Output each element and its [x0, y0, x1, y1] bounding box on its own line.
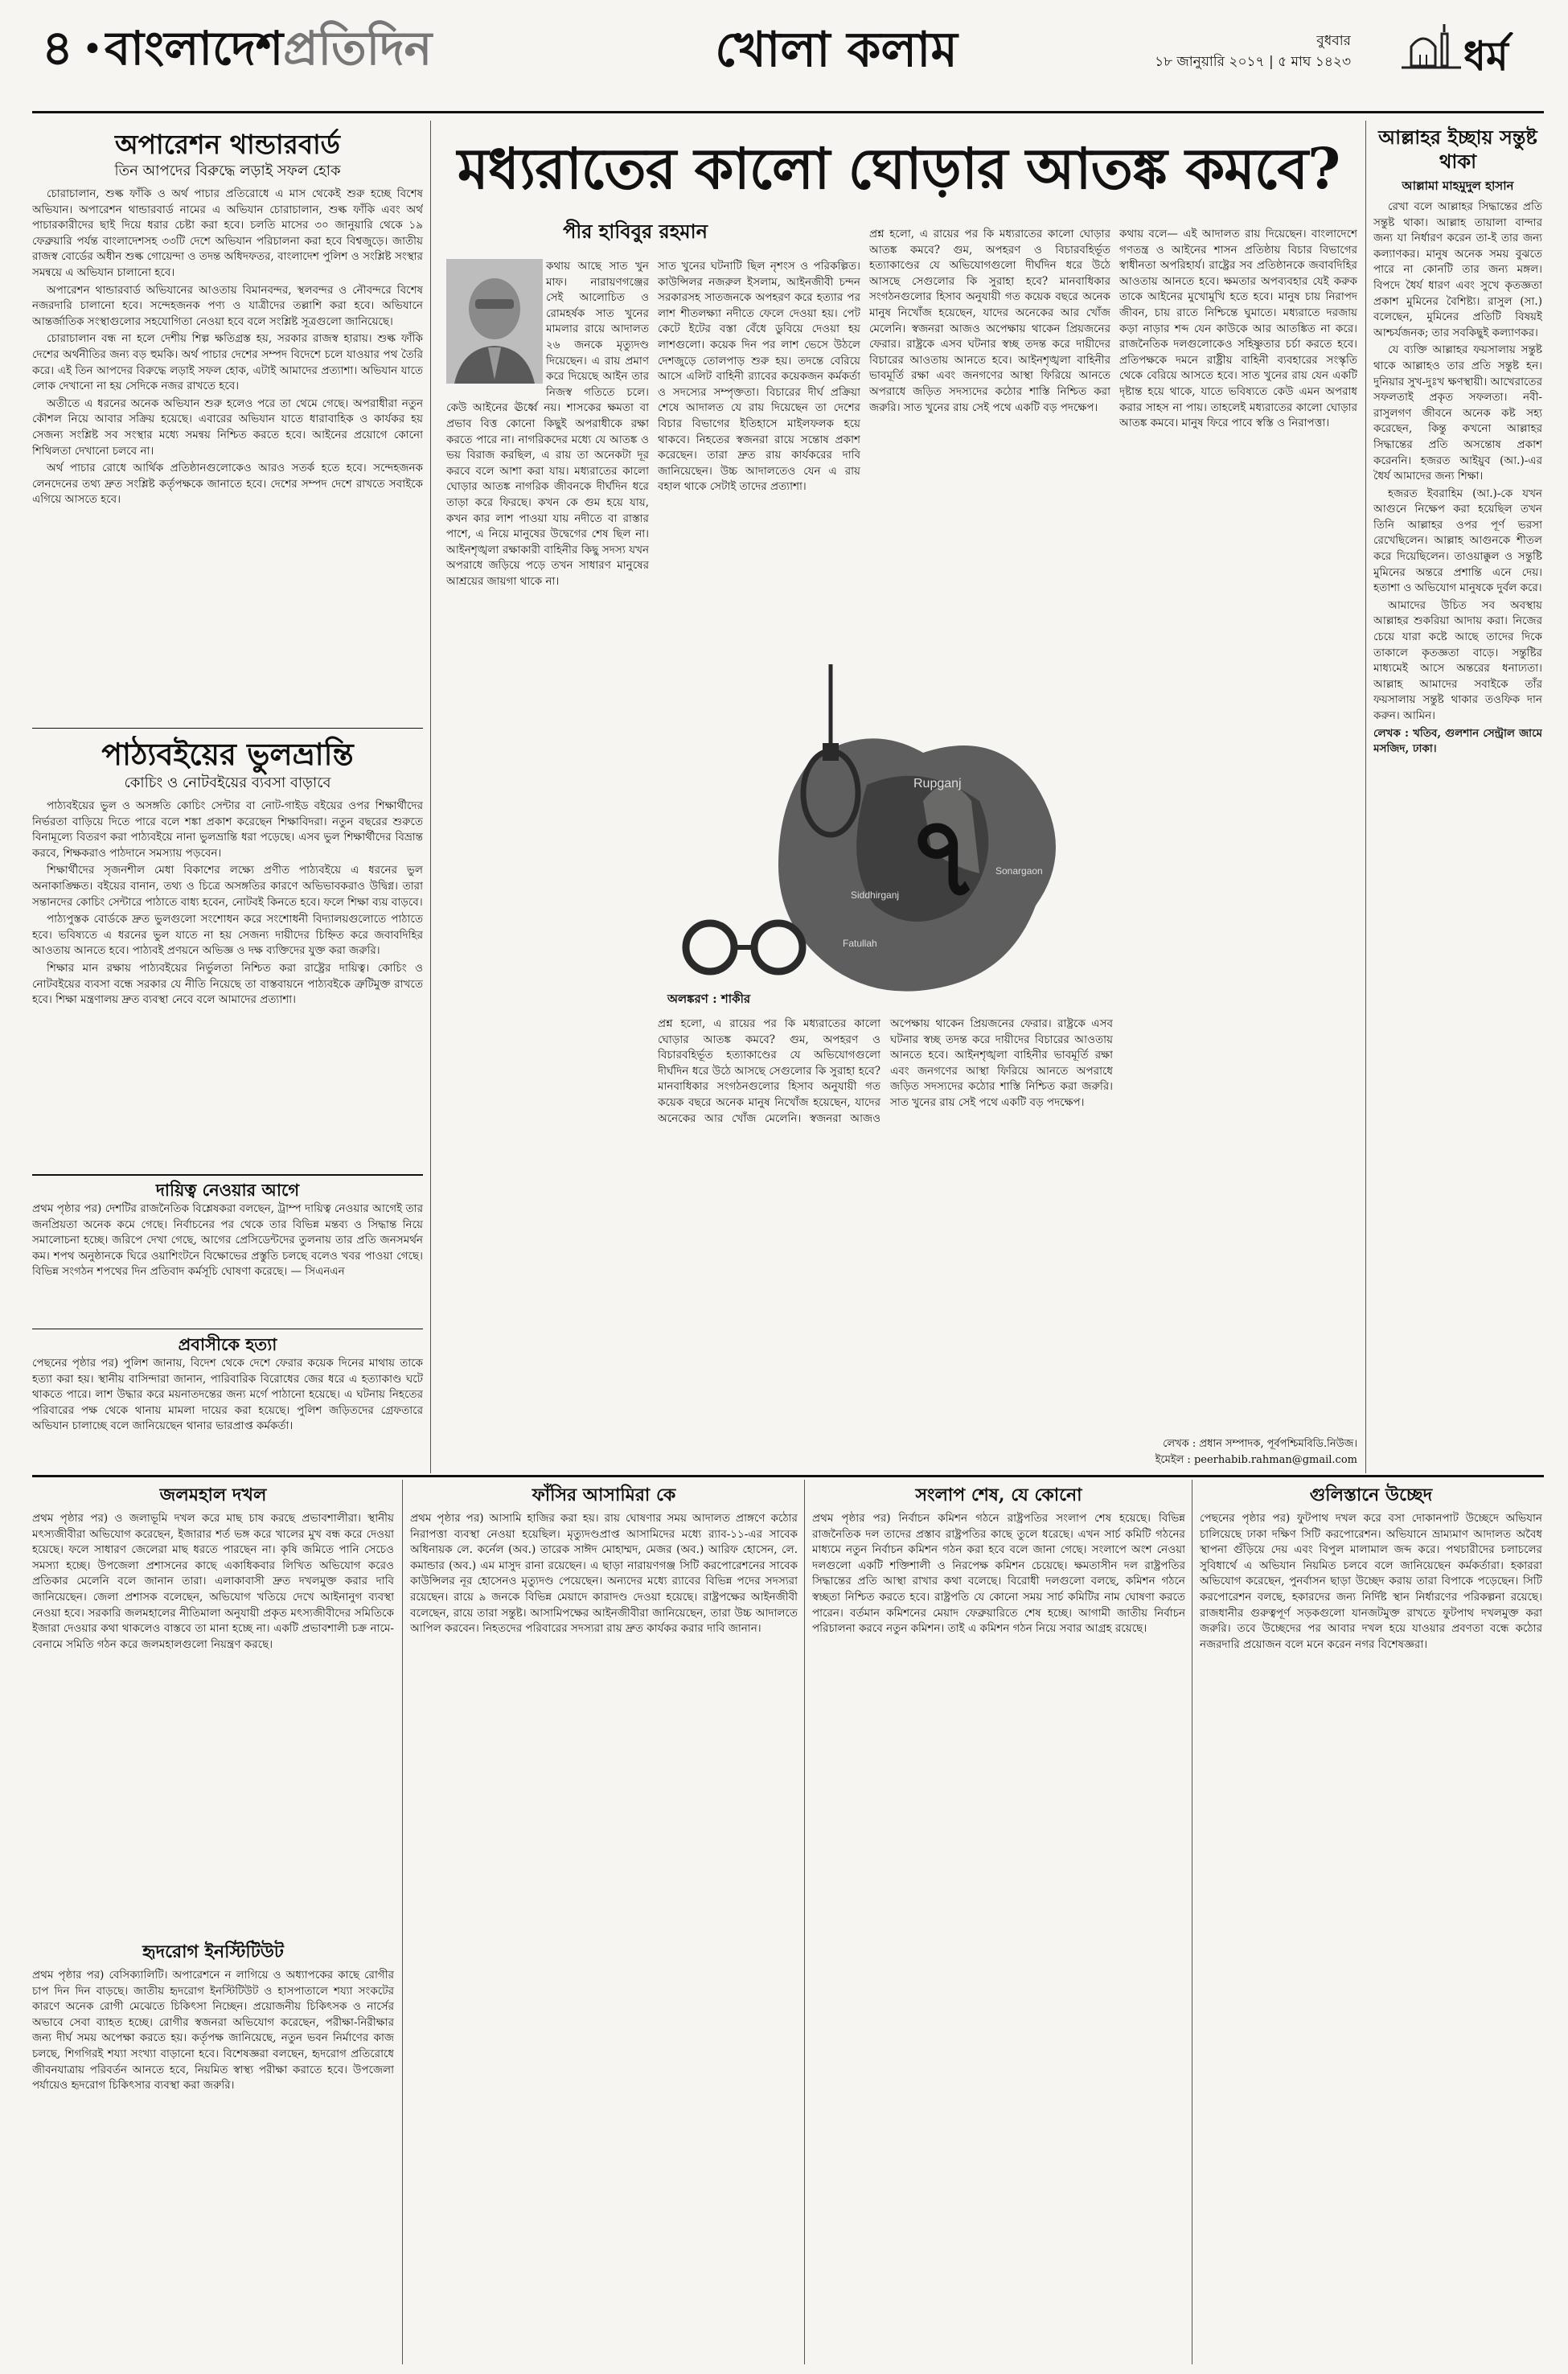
religion-article — [1373, 125, 1542, 1470]
paragraph: শিক্ষার মান রক্ষায় পাঠ্যবইয়ের নির্ভুলতা নিশ্চিত করা রাষ্ট্রের দায়িত্ব। কোচিং ও নোটবইয়ের ব্যবসা বন্ধে সরকার যে নীতি নিয়েছে তা বাস্তবায়নে পাঠ্যবইকে ত্রুটিমুক্ত রাখতে হবে। শিক্ষা মন্ত্রণালয় দ্রুত ব্যবস্থা নেবে বলে আমাদের প্রত্যাশা। — [32, 961, 423, 1007]
article-body — [32, 187, 423, 508]
article-body — [32, 799, 423, 1008]
main-column-4 — [1119, 227, 1357, 1433]
story-title: ফাঁসির আসামিরা কে — [532, 1485, 676, 1505]
paragraph: শিক্ষার্থীদের সৃজনশীল মেধা বিকাশের লক্ষ্যে প্রণীত পাঠ্যবইয়ে এ ধরনের ভুল অনাকাঙ্ক্ষিত। বইয়ের বানান, তথ্য ও চিত্রে অসঙ্গতির কারণে অভিভাবকরাও উদ্বিগ্ন। তারা সন্তানদের কোচিং সেন্টারে পাঠাতে বাধ্য হবেন, নোটবই কিনতে হবে। ফলে শিক্ষা ব্যয় বাড়বে। — [32, 864, 423, 909]
paragraph: রেখা বলে আল্লাহর সিদ্ধান্তের প্রতি সন্তুষ্ট থাকা। আল্লাহ তায়ালা বান্দার জন্য যা নির্ধারণ করেন তা-ই তার জন্য কল্যাণকর। মানুষ অনেক সময় বুঝতে পারে না কোনটি তার জন্য মঙ্গল। বিপদে ধৈর্য ধারণ এবং সুখে কৃতজ্ঞতা প্রকাশ মুমিনের বৈশিষ্ট্য। রাসুল (সা.) বলেছেন, মুমিনের প্রতিটি বিষয়ই আশ্চর্যজনক; তার সবকিছুই কল্যাণকর। — [1373, 200, 1542, 339]
story-title: হৃদরোগ ইনস্টিটিউট — [142, 1941, 284, 1962]
paragraph: অর্থ পাচার রোধে আর্থিক প্রতিষ্ঠানগুলোকেও আরও সতর্ক হতে হবে। সন্দেহজনক লেনদেনের তথ্য দ্রুত সংশ্লিষ্ট কর্তৃপক্ষকে জানাতে হবে। দেশের সম্পদ দেশে রাখতে সবাইকে এগিয়ে আসতে হবে। — [32, 462, 423, 507]
map-label-rupganj: Rupganj — [913, 777, 962, 791]
story-title: গুলিস্তানে উচ্ছেদ — [1309, 1485, 1433, 1505]
story-heart-institute — [32, 1938, 394, 2364]
map-label-sonargaon: Sonargaon — [995, 865, 1043, 877]
main-column-1-wrap — [446, 259, 649, 959]
paragraph: পাঠ্যবইয়ের ভুল ও অসঙ্গতি কোচিং সেন্টার বা নোট-গাইড বইয়ের ওপর শিক্ষার্থীদের নির্ভরতা বাড়িয়ে দিতে পারে বলে শঙ্কা প্রকাশ করেছেন শিক্ষাবিদরা। নতুন বছরের শুরুতে বিনামূল্যে বিতরণ করা পাঠ্যবইয়ে নানা ভুলভ্রান্তি ধরা পড়েছে। এসব ভুল শিক্ষার্থীদের বিভ্রান্ত করবে, শিক্ষকরাও পাঠদানে সমস্যায় পড়বেন। — [32, 799, 423, 860]
mosque-icon — [1395, 19, 1467, 76]
weekday: বুধবার — [1316, 33, 1351, 49]
main-column-2b — [658, 1017, 1113, 1433]
brief-before-taking-office — [32, 1179, 423, 1325]
brief-body: প্রথম পৃষ্ঠার পর) দেশটির রাজনৈতিক বিশ্লেষকরা বলছেন, ট্রাম্প দায়িত্ব নেওয়ার আগেই তার জনপ্রিয়তা অনেক কমে গেছে। নির্বাচনের পর থেকে তার বিভিন্ন মন্তব্য ও সিদ্ধান্ত নিয়ে সমালোচনা হচ্ছে। জরিপে দেখা গেছে, আগের প্রেসিডেন্টদের তুলনায় তার প্রতি জনসমর্থন কম। শপথ অনুষ্ঠানকে ঘিরে ওয়াশিংটনে বিক্ষোভের প্রস্তুতি চলছে বলেও খবর পাওয়া গেছে। বিভিন্ন সংগঠন শপথের দিন প্রতিবাদ কর্মসূচি ঘোষণা করেছে। — সিএনএন — [32, 1202, 423, 1279]
section-title: খোলা কলাম — [715, 23, 958, 77]
article-subtitle: কোচিং ও নোটবইয়ের ব্যবসা বাড়াবে — [124, 774, 331, 791]
date-line: ১৮ জানুয়ারি ২০১৭ | ৫ মাঘ ১৪২৩ — [1155, 54, 1351, 70]
main-headline: মধ্যরাতের কালো ঘোড়ার আতঙ্ক কমবে? — [457, 135, 1340, 202]
strip-divider — [804, 1480, 805, 2364]
story-death-row-accused — [410, 1481, 798, 2364]
religion-footnote: লেখক : খতিব, গুলশান সেন্ট্রাল জামে মসজিদ, ঢাকা। — [1373, 726, 1542, 756]
story-body: প্রথম পৃষ্ঠার পর) নির্বাচন কমিশন গঠনে রাষ্ট্রপতির সংলাপ শেষ হয়েছে। বিভিন্ন রাজনৈতিক দল তাদের প্রস্তাব রাষ্ট্রপতির কাছে তুলে ধরেছে। এখন সার্চ কমিটি গঠনের মাধ্যমে নতুন নির্বাচন কমিশন গঠন করা হবে বলে জানা গেছে। সংলাপে অংশ নেওয়া দলগুলো একটি শক্তিশালী ও নিরপেক্ষ কমিশন চেয়েছে। ক্ষমতাসীন দল রাষ্ট্রপতির সিদ্ধান্তের প্রতি আস্থা রাখার কথা বলেছে। বিরোধী দলগুলো বলছে, কমিশন গঠনে স্বচ্ছতা নিশ্চিত করতে হবে। রাষ্ট্রপতি যে কোনো সময় সার্চ কমিটির নাম ঘোষণা করতে পারেন। বর্তমান কমিশনের মেয়াদ ফেব্রুয়ারিতে শেষ হচ্ছে। আগামী জাতীয় নির্বাচন পরিচালনা করবে নতুন কমিশন। তাই এ কমিশন গঠন নিয়ে সবার আগ্রহ রয়েছে। — [812, 1512, 1185, 1636]
strip-divider — [402, 1480, 403, 2364]
brief-expatriate-killed — [32, 1333, 423, 1470]
paragraph: হজরত ইবরাহিম (আ.)-কে যখন আগুনে নিক্ষেপ করা হয়েছিল তখন তিনি আল্লাহর ওপর পূর্ণ ভরসা রেখেছিলেন। আল্লাহ আগুনকে শীতল করে দিয়েছিলেন। তাওয়াক্কুল ও সন্তুষ্টি মুমিনের অন্তরে প্রশান্তি এনে দেয়। হতাশা ও অভিযোগ মানুষকে দুর্বল করে। — [1373, 487, 1542, 595]
main-column-4-text: কথায় বলে— এই আদালত রায় দিয়েছেন। বাংলাদেশে গণতন্ত্র ও আইনের শাসন প্রতিষ্ঠায় বিচার বিভাগের স্বাধীনতা অপরিহার্য। রাষ্ট্রের সব প্রতিষ্ঠানকে জবাবদিহির আওতায় আনতে হবে। ক্ষমতার অপব্যবহার যেই করুক তাকে আইনের মুখোমুখি হতে হবে। মানুষ চায় নিরাপদ জীবন, চায় রাতে নিশ্চিন্তে ঘুমাতে। মধ্যরাতে দরজায় কড়া নাড়ার শব্দ যেন কাউকে আর আতঙ্কিত না করে। রাজনৈতিক দলগুলোকেও সহিষ্ণুতার চর্চা করতে হবে। প্রতিপক্ষকে দমনে রাষ্ট্রীয় বাহিনী ব্যবহারের সংস্কৃতি থেকে বেরিয়ে আসতে হবে। সাত খুনের রায় যেন একটি দৃষ্টান্ত হয়ে থাকে, যাতে ভবিষ্যতে কেউ এমন অপরাধ করার সাহস না পায়। তাহলেই মধ্যরাতের কালো ঘোড়ার আতঙ্ক কমবে। মানুষ ফিরে পাবে স্বস্তি ও নিরাপত্তা। — [1119, 228, 1357, 430]
divider-right — [1365, 121, 1366, 1473]
main-column-2b-text: প্রশ্ন হলো, এ রায়ের পর কি মধ্যরাতের কালো ঘোড়ার আতঙ্ক কমবে? গুম, অপহরণ ও বিচারবহির্ভূত হত্যাকাণ্ডের যে অভিযোগগুলো দীর্ঘদিন ধরে উঠে আসছে সেগুলোর কি সুরাহা হবে? মানবাধিকার সংগঠনগুলোর হিসাব অনুযায়ী গত কয়েক বছরে অনেক মানুষ নিখোঁজ হয়েছেন, যাদের অনেকের আর খোঁজ মেলেনি। স্বজনরা আজও অপেক্ষায় থাকেন প্রিয়জনের ফেরার। রাষ্ট্রকে এসব ঘটনার স্বচ্ছ তদন্ত করে দায়ীদের বিচারের আওতায় আনতে হবে। আইনশৃঙ্খলা বাহিনীর ভাবমূর্তি রক্ষা এবং জনগণের আস্থা ফিরিয়ে আনতে অপরাধে জড়িত সদস্যদের কঠোর শাস্তি নিশ্চিত করা জরুরি। সাত খুনের রায় সেই পথে একটি বড় পদক্ষেপ। — [658, 1017, 1113, 1125]
story-body: প্রথম পৃষ্ঠার পর) ও জলাভূমি দখল করে মাছ চাষ করছে প্রভাবশালীরা। স্থানীয় মৎস্যজীবীরা অভিযোগ করেছেন, ইজারার শর্ত ভঙ্গ করে খালের মুখ বন্ধ করে দেওয়া হয়েছে। ফলে সাধারণ জেলেরা মাছ ধরতে পারছেন না। কৃষি জমিতে পানি সেচেও সমস্যা হচ্ছে। উপজেলা প্রশাসনের কাছে একাধিকবার লিখিত অভিযোগ করেও প্রতিকার মেলেনি বলে জানান তারা। এলাকাবাসী দ্রুত দখলমুক্ত করার দাবি জানিয়েছেন। জেলা প্রশাসক বলেছেন, অভিযোগ খতিয়ে দেখে আইনানুগ ব্যবস্থা নেওয়া হবে। সরকারি জলমহালের নীতিমালা অনুযায়ী প্রকৃত মৎস্যজীবীদের সমিতিকে ইজারা দেওয়ার কথা থাকলেও বাস্তবে তা মানা হচ্ছে না। একটি প্রভাবশালী চক্র নামে-বেনামে সমিতি গঠন করে জলমহালগুলো নিয়ন্ত্রণ করছে। — [32, 1512, 394, 1651]
article-title: অপারেশন থান্ডারবার্ড — [115, 129, 340, 160]
editorial-textbook-errors — [32, 736, 423, 1170]
paper-name-part2: প্রতিদিন — [283, 21, 433, 76]
brief-title: দায়িত্ব নেওয়ার আগে — [155, 1180, 300, 1200]
paragraph: যে ব্যক্তি আল্লাহর ফয়সালায় সন্তুষ্ট থাকে আল্লাহও তার প্রতি সন্তুষ্ট হন। দুনিয়ার সুখ-দুঃখ ক্ষণস্থায়ী। আখেরাতের সফলতাই প্রকৃত সফলতা। নবী-রাসুলগণ জীবনে অনেক কষ্ট সহ্য করেছেন, কিন্তু কখনো আল্লাহর সিদ্ধান্তের প্রতি অসন্তোষ প্রকাশ করেননি। হজরত আইয়ুব (আ.)-এর ধৈর্য আমাদের জন্য শিক্ষা। — [1373, 343, 1542, 483]
religion-author: আল্লামা মাহমুদুল হাসান — [1402, 179, 1514, 193]
story-dialogue-ends — [812, 1481, 1185, 2364]
illustration-credit: অলঙ্করণ : শাকীর — [664, 990, 753, 1010]
strip-rule — [32, 1475, 1544, 1477]
paragraph: পাঠ্যপুস্তক বোর্ডকে দ্রুত ভুলগুলো সংশোধন করে সংশোধনী বিদ্যালয়গুলোতে পাঠাতে হবে। ভবিষ্যতে এ ধরনের ভুল যাতে না হয় সেজন্য দায়ীদের চিহ্নিত করে জবাবদিহির আওতায় আনতে হবে। পাঠ্যবই প্রণয়নে অভিজ্ঞ ও দক্ষ ব্যক্তিদের যুক্ত করা জরুরি। — [32, 913, 423, 958]
article-subtitle: তিন আপদের বিরুদ্ধে লড়াই সফল হোক — [114, 162, 341, 179]
page-number: ৪ — [42, 23, 73, 74]
religion-body — [1373, 199, 1542, 758]
map-label-fatullah: Fatullah — [843, 938, 877, 949]
story-jalmahal — [32, 1481, 394, 1932]
article-title: পাঠ্যবইয়ের ভুলভ্রান্তি — [101, 736, 354, 772]
author-byline: পীর হাবিবুর রহমান — [563, 220, 708, 243]
main-column-2-text: সাত খুনের ঘটনাটি ছিল নৃশংস ও পরিকল্পিত। কাউন্সিলর নজরুল ইসলাম, আইনজীবী চন্দন সরকারসহ সাতজনকে অপহরণ করে হত্যার পর লাশ শীতলক্ষ্যা নদীতে ফেলে দেওয়া হয়। পেট কেটে ইটের বস্তা বেঁধে ডুবিয়ে দেওয়া হয় লাশগুলো। কয়েক দিন পর লাশ ভেসে উঠলে দেশজুড়ে তোলপাড় শুরু হয়। তদন্তে বেরিয়ে আসে এলিট বাহিনী র‌্যাবের কয়েকজন কর্মকর্তা ও সদস্যের সম্পৃক্ততা। বিচারের দীর্ঘ প্রক্রিয়া শেষে আদালত যে রায় দিয়েছেন তা দেশের বিচার বিভাগের ইতিহাসে মাইলফলক হয়ে থাকবে। নিহতের স্বজনরা রায়ে সন্তোষ প্রকাশ করেছেন। তারা দ্রুত রায় কার্যকরের দাবি জানিয়েছেন। উচ্চ আদালতেও যেন এ রায় বহাল থাকে সেটাই তাদের প্রত্যাশা। — [658, 260, 860, 494]
paragraph: আমাদের উচিত সব অবস্থায় আল্লাহর শুকরিয়া আদায় করা। নিজের চেয়ে যারা কষ্টে আছে তাদের দিকে তাকালে কৃতজ্ঞতা বাড়ে। সন্তুষ্টির মাধ্যমেই আসে অন্তরের ধনাঢ্যতা। আল্লাহ আমাদের সবাইকে তাঁর ফয়সালায় সন্তুষ্ট থাকার তওফিক দান করুন। আমিন। — [1373, 598, 1542, 722]
section-tag: ধর্ম — [1463, 32, 1508, 80]
masthead — [0, 0, 1568, 121]
footnote-email: ইমেইল : peerhabib.rahman@gmail.com — [1155, 1454, 1357, 1466]
story-title: সংলাপ শেষ, যে কোনো — [915, 1485, 1082, 1505]
footnote-author: লেখক : প্রধান সম্পাদক, পূর্বপশ্চিমবিডি.নিউজ। — [1163, 1438, 1357, 1450]
story-gulistan-eviction — [1200, 1481, 1542, 2364]
paragraph: অতীতে এ ধরনের অনেক অভিযান শুরু হলেও পরে তা থেমে গেছে। অপরাধীরা নতুন কৌশল নিয়ে আবার সক্রিয় হয়েছে। এবারের অভিযান যাতে ধারাবাহিক ও কার্যকর হয় সেজন্য সংশ্লিষ্ট সব সংস্থার মধ্যে সমন্বয় নিশ্চিত করতে হবে। আইনের প্রয়োগে কোনো শিথিলতা দেখানো চলবে না। — [32, 396, 423, 458]
bullet: • — [82, 29, 103, 70]
story-body: প্রথম পৃষ্ঠার পর) আসামি হাজির করা হয়। রায় ঘোষণার সময় আদালত প্রাঙ্গণে কঠোর নিরাপত্তা ব্যবস্থা নেওয়া হয়েছিল। মৃত্যুদণ্ডপ্রাপ্ত আসামিদের মধ্যে র‌্যাব-১১-এর সাবেক অধিনায়ক লে. কর্নেল (অব.) তারেক সাঈদ মোহাম্মদ, মেজর (অব.) আরিফ হোসেন, লে. কমান্ডার (অব.) এম মাসুদ রানা রয়েছেন। এ ছাড়া নারায়ণগঞ্জ সিটি করপোরেশনের সাবেক কাউন্সিলর নূর হোসেনও মৃত্যুদণ্ড পেয়েছেন। অন্যদের মধ্যে র‌্যাবের বিভিন্ন পদের সদস্যরা রয়েছেন। রায়ে ৯ জনকে বিভিন্ন মেয়াদে কারাদণ্ড দেওয়া হয়েছে। রাষ্ট্রপক্ষের আইনজীবী বলেছেন, রায়ে তারা সন্তুষ্ট। আসামিপক্ষের আইনজীবীরা জানিয়েছেন, তারা উচ্চ আদালতে আপিল করবেন। নিহতদের পরিবারের সদস্যরা রায় দ্রুত কার্যকর করার দাবি জানান। — [410, 1512, 798, 1636]
paragraph: চোরাচালান, শুল্ক ফাঁকি ও অর্থ পাচার প্রতিরোধে এ মাস থেকেই শুরু হচ্ছে বিশেষ অভিযান। অপারেশন থান্ডারবার্ড নামের এ অভিযান চোরাচালান, শুল্ক ফাঁকি এবং অর্থ পাচারকারীদের ছাই দিয়ে ধরার চেষ্টা করা হবে। চলতি মাসের ৩০ জানুয়ারি থেকে ১৯ ফেব্রুয়ারি পর্যন্ত বাংলাদেশসহ ৩৩টি দেশে অভিযান পরিচালনা করা হবে বিশ্বজুড়ে। জাতীয় রাজস্ব বোর্ডের অধীন শুল্ক গোয়েন্দা ও তদন্ত অধিদফতর, বাংলাদেশ পুলিশ ও সংশ্লিষ্ট সংস্থার সমন্বয়ে এ অভিযান চালানো হবে। — [32, 187, 423, 279]
main-column-3 — [869, 227, 1110, 658]
brief-body: পেছনের পৃষ্ঠার পর) পুলিশ জানায়, বিদেশ থেকে দেশে ফেরার কয়েক দিনের মাথায় তাকে হত্যা করা হয়। স্থানীয় বাসিন্দারা জানান, পারিবারিক বিরোধের জের ধরে এ হত্যাকাণ্ড ঘটে থাকতে পারে। লাশ উদ্ধার করে ময়নাতদন্তের জন্য মর্গে পাঠানো হয়েছে। এ ঘটনায় নিহতের পরিবারের পক্ষ থেকে থানায় মামলা দায়ের করা হয়েছে। পুলিশ জড়িতদের গ্রেফতারে অভিযান চালাচ্ছে বলে জানিয়েছেন থানার ভারপ্রাপ্ত কর্মকর্তা। — [32, 1357, 423, 1433]
header-rule — [32, 111, 1544, 113]
main-column-3-text: প্রশ্ন হলো, এ রায়ের পর কি মধ্যরাতের কালো ঘোড়ার আতঙ্ক কমবে? গুম, অপহরণ ও বিচারবহির্ভূত হত্যাকাণ্ডের যে অভিযোগগুলো দীর্ঘদিন ধরে উঠে আসছে সেগুলোর কি সুরাহা হবে? মানবাধিকার সংগঠনগুলোর হিসাব অনুযায়ী গত কয়েক বছরে অনেক মানুষ নিখোঁজ হয়েছেন, যাদের অনেকের আর খোঁজ মেলেনি। স্বজনরা আজও অপেক্ষায় থাকেন প্রিয়জনের ফেরার। রাষ্ট্রকে এসব ঘটনার স্বচ্ছ তদন্ত করে দায়ীদের বিচারের আওতায় আনতে হবে। আইনশৃঙ্খলা বাহিনীর ভাবমূর্তি রক্ষা এবং জনগণের আস্থা ফিরিয়ে আনতে অপরাধে জড়িত সদস্যদের কঠোর শাস্তি নিশ্চিত করা জরুরি। সাত খুনের রায় সেই পথে একটি বড় পদক্ষেপ। — [869, 228, 1110, 414]
story-body: পেছনের পৃষ্ঠার পর) ফুটপাথ দখল করে বসা দোকানপাট উচ্ছেদে অভিযান চালিয়েছে ঢাকা দক্ষিণ সিটি করপোরেশন। অভিযানে ভ্রাম্যমাণ আদালত অবৈধ স্থাপনা গুঁড়িয়ে দেয় এবং বিপুল মালামাল জব্দ করে। পথচারীদের চলাচলের সুবিধার্থে এ অভিযান নিয়মিত চলবে বলে জানিয়েছেন কর্মকর্তারা। হকাররা অভিযোগ করেছেন, পুনর্বাসন ছাড়া উচ্ছেদ করায় তারা বিপাকে পড়েছেন। সিটি করপোরেশন বলছে, হকারদের জন্য নির্দিষ্ট স্থান নির্ধারণের পরিকল্পনা রয়েছে। রাজধানীর গুরুত্বপূর্ণ সড়কগুলো যানজটমুক্ত রাখতে ফুটপাথ দখলমুক্ত করা জরুরি। তবে উচ্ছেদের পর আবার দখল হয়ে যাওয়ার প্রবণতা বন্ধে কঠোর নজরদারি প্রয়োজন বলে মনে করেন নগর বিশেষজ্ঞরা। — [1200, 1512, 1542, 1651]
map-label-siddhirganj: Siddhirganj — [851, 889, 900, 901]
divider-left — [430, 121, 431, 1473]
story-body: প্রথম পৃষ্ঠার পর) বেসিক্যালিটি। অপারেশনে ন লাগিয়ে ও অধ্যাপকের কাছে রোগীর চাপ দিন দিন বাড়ছে। জাতীয় হৃদরোগ ইনস্টিটিউট ও হাসপাতালে শয্যা সংকটের কারণে অনেক রোগী মেঝেতে চিকিৎসা নিচ্ছেন। প্রয়োজনীয় চিকিৎসক ও নার্সের অভাবে সেবা ব্যাহত হচ্ছে। রোগীর স্বজনরা অভিযোগ করেছেন, পরীক্ষা-নিরীক্ষার জন্য দীর্ঘ সময় অপেক্ষা করতে হয়। কর্তৃপক্ষ জানিয়েছে, নতুন ভবন নির্মাণের কাজ চলছে, শিগগিরই শয্যা সংখ্যা বাড়ানো হবে। বিশেষজ্ঞরা বলছেন, হৃদরোগ প্রতিরোধে জীবনযাত্রায় পরিবর্তন আনতে হবে, নিয়মিত স্বাস্থ্য পরীক্ষা করাতে হবে। উপজেলা পর্যায়েও হৃদরোগ চিকিৎসার ব্যবস্থা করা জরুরি। — [32, 1969, 394, 2093]
main-column-1-text: কথায় আছে সাত খুন মাফ। নারায়ণগঞ্জের সেই আলোচিত ও রোমহর্ষক সাত খুনের মামলার রায়ে আদালত ২৬ জনকে মৃত্যুদণ্ড দিয়েছেন। এ রায় প্রমাণ করে দিয়েছে আইন তার নিজস্ব গতিতে চলে। কেউ আইনের ঊর্ধ্বে নয়। শাসকের ক্ষমতা বা প্রভাব বিত্ত কোনো কিছুই অপরাধীকে রক্ষা করতে পারে না। নাগরিকদের মধ্যে যে আতঙ্ক ও ভয় বিরাজ করছিল, এ রায় তা অনেকটা দূর করবে বলে আশা করা যায়। মধ্যরাতের কালো ঘোড়ার আতঙ্ক নাগরিক জীবনকে দীর্ঘদিন ধরে তাড়া করে ফিরছে। কখন কে গুম হয়ে যায়, কখন কার লাশ পাওয়া যায় নদীতে বা রাস্তার পাশে, এ নিয়ে মানুষের উদ্বেগের শেষ ছিল না। আইনশৃঙ্খলা রক্ষাকারী বাহিনীর কিছু সদস্য যখন অপরাধে জড়িয়ে পড়ে তখন সাধারণ মানুষের আশ্রয়ের জায়গা থাকে না। — [446, 260, 649, 588]
editorial-operation-thunderbird — [32, 129, 423, 724]
author-footnote — [1119, 1436, 1357, 1472]
brief-title: প্রবাসীকে হত্যা — [178, 1334, 277, 1354]
separator — [32, 728, 423, 729]
paper-name-part1: বাংলাদেশ — [105, 21, 284, 76]
separator — [32, 1174, 423, 1176]
article-illustration — [658, 664, 1113, 1012]
paper-name — [105, 19, 523, 84]
religion-title: আল্লাহর ইচ্ছায় সন্তুষ্ট থাকা — [1378, 125, 1537, 173]
story-title: জলমহাল দখল — [159, 1485, 267, 1505]
paragraph: চোরাচালান বন্ধ না হলে দেশীয় শিল্প ক্ষতিগ্রস্ত হয়, সরকার রাজস্ব হারায়। শুল্ক ফাঁকি দেশের অর্থনীতির জন্য বড় হুমকি। অর্থ পাচার দেশের সম্পদ বিদেশে চলে যাওয়ার পথ তৈরি করে। এই তিন আপদের বিরুদ্ধে লড়াই সফল হোক, এটাই আমাদের প্রত্যাশা। অভিযান যাতে লোক দেখানো না হয় সেদিকে নজর রাখতে হবে। — [32, 332, 423, 393]
paragraph: অপারেশন থান্ডারবার্ড অভিযানের আওতায় বিমানবন্দর, স্থলবন্দর ও নৌবন্দরে বিশেষ নজরদারি চালানো হবে। সন্দেহজনক পণ্য ও যাত্রীদের তল্লাশি করা হবে। অভিযানে আন্তর্জাতিক সংস্থাগুলোর সহযোগিতা নেওয়া হবে বলে সংশ্লিষ্ট সূত্রগুলো জানিয়েছে। — [32, 283, 423, 328]
illustration-digit: ৭ — [907, 801, 981, 914]
